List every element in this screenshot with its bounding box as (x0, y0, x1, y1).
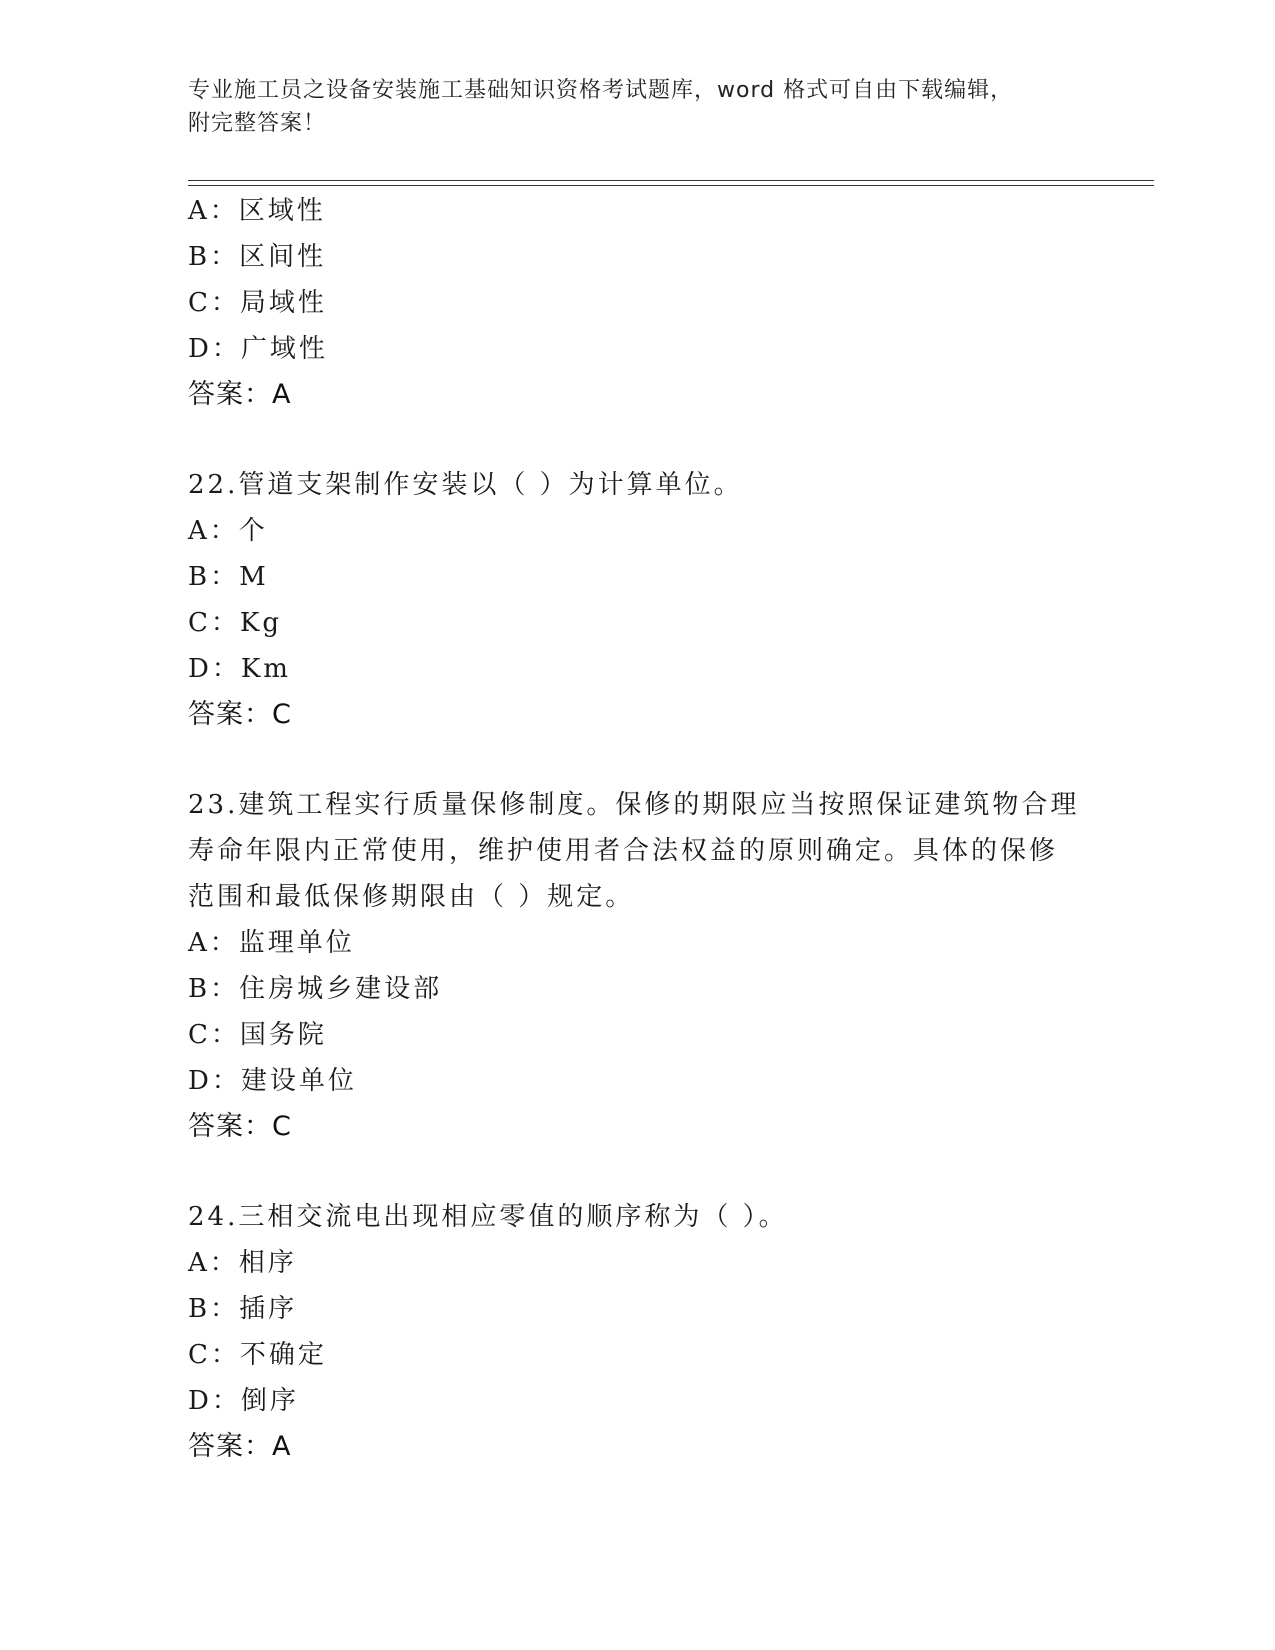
option-d: D：倒序 (188, 1386, 299, 1416)
option-a: A：区域性 (188, 196, 326, 226)
question-stem-line-3: 范围和最低保修期限由（ ）规定。 (188, 882, 635, 912)
header-line-1: 专业施工员之设备安装施工基础知识资格考试题库，word 格式可自由下载编辑， (188, 78, 1014, 103)
question-stem: 24.三相交流电出现相应零值的顺序称为（ ）。 (188, 1202, 788, 1232)
question-stem: 22.管道支架制作安装以（ ）为计算单位。 (188, 470, 743, 500)
question-22 (188, 462, 1088, 738)
question-stem-line-1: 23.建筑工程实行质量保修制度。保修的期限应当按照保证建筑物合理 (188, 790, 1080, 820)
option-c: C：Kg (188, 608, 282, 638)
option-a: A：个 (188, 516, 268, 546)
option-a: A：监理单位 (188, 928, 355, 958)
question-21 (188, 188, 1088, 418)
question-24 (188, 1194, 1088, 1470)
option-c: C：国务院 (188, 1020, 327, 1050)
option-b: B：住房城乡建设部 (188, 974, 443, 1004)
option-c: C：不确定 (188, 1340, 327, 1370)
header-divider-bottom (188, 185, 1154, 186)
option-b: B：插序 (188, 1294, 298, 1324)
question-23 (188, 782, 1088, 1150)
answer: 答案：C (188, 1111, 292, 1142)
answer: 答案：A (188, 1431, 292, 1462)
option-c: C：局域性 (188, 288, 327, 318)
option-d: D：Km (188, 654, 291, 684)
question-stem-line-2: 寿命年限内正常使用，维护使用者合法权益的原则确定。具体的保修 (188, 836, 1059, 866)
answer: 答案：A (188, 379, 292, 410)
answer: 答案：C (188, 699, 292, 730)
header-line-2: 附完整答案！ (188, 111, 327, 136)
question-list (188, 188, 1088, 1470)
option-b: B：M (188, 562, 269, 592)
option-a: A：相序 (188, 1248, 297, 1278)
option-d: D：建设单位 (188, 1066, 357, 1096)
header-divider-top (188, 180, 1154, 181)
option-b: B：区间性 (188, 242, 327, 272)
document-header (188, 74, 1068, 140)
option-d: D：广域性 (188, 334, 328, 364)
